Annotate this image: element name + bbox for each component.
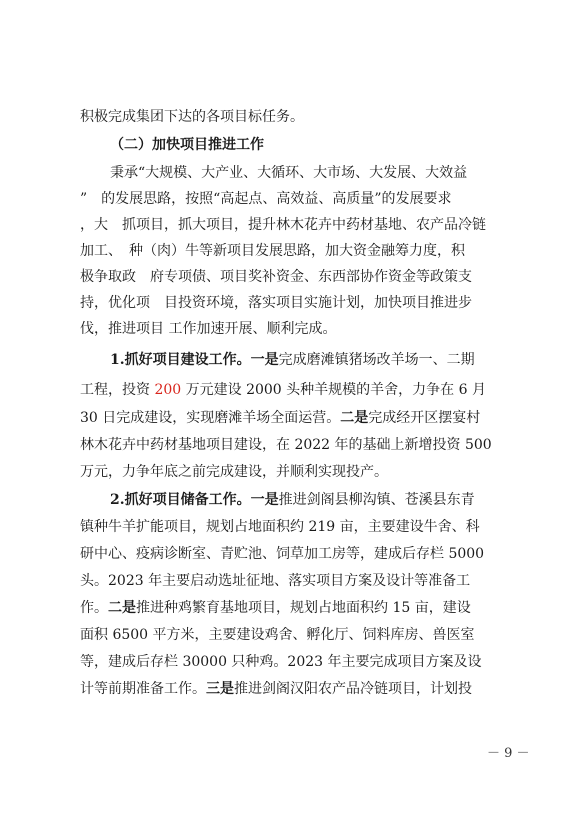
text-line bbox=[80, 598, 500, 618]
subheading-line bbox=[110, 490, 530, 510]
subheading-line bbox=[110, 350, 530, 370]
bold-text-run: 2.抓好项目储备工作。 bbox=[110, 492, 251, 508]
text-run: 伐，推进项目 工作加速开展、顺利完成。 bbox=[80, 321, 337, 337]
text-run: 作。 bbox=[80, 600, 108, 616]
bold-text-run: 1.抓好项目建设工作。 bbox=[110, 352, 251, 368]
bold-text-run: 三是 bbox=[206, 681, 234, 697]
text-run: 推进剑阁汉阳农产品冷链项目，计划投 bbox=[234, 681, 472, 697]
text-line bbox=[80, 544, 500, 564]
text-run: 加工、 种（肉）牛等新项目发展思路，加大资金融筹力度，积 bbox=[80, 243, 465, 259]
text-line bbox=[80, 517, 500, 537]
bold-text-run: 一是 bbox=[250, 492, 279, 508]
text-line bbox=[110, 163, 530, 183]
text-run: 万元建设 2000 头种羊规模的羊舍，力争在 6 月 bbox=[181, 382, 486, 398]
text-line bbox=[80, 625, 500, 645]
text-run: 积极完成集团下达的各项目标任务。 bbox=[80, 109, 304, 125]
highlighted-number: 200 bbox=[154, 382, 182, 398]
text-line bbox=[80, 319, 500, 339]
text-run: 推进种鸡繁育基地项目，规划占地面积约 15 亩，建设 bbox=[136, 600, 471, 616]
text-line bbox=[80, 435, 500, 455]
text-run: 完成磨滩镇猪场改羊场一、二期 bbox=[278, 352, 475, 368]
text-run: 研中心、疫病诊断室、青贮池、饲草加工房等，建成后存栏 5000 bbox=[80, 546, 485, 562]
text-run: 秉承“大规模、大产业、大循环、大市场、大发展、大效益 bbox=[110, 165, 468, 181]
text-line bbox=[80, 293, 500, 313]
page-number: － 9 － bbox=[487, 746, 530, 761]
bold-text-run: 二是 bbox=[108, 600, 136, 616]
text-run: 工程，投资 bbox=[80, 382, 155, 398]
text-run: 面积 6500 平方米，主要建设鸡舍、孵化厅、饲料库房、兽医室 bbox=[80, 627, 475, 643]
text-run: 持，优化项 目投资环境，落实项目实施计划，加快项目推进步 bbox=[80, 295, 472, 311]
text-run: 镇种牛羊扩能项目，规划占地面积约 219 亩，主要建设牛舍、科 bbox=[80, 519, 480, 535]
text-line bbox=[80, 215, 500, 235]
text-line bbox=[80, 652, 500, 672]
text-line bbox=[80, 189, 500, 209]
text-run: 推进剑阁县柳沟镇、苍溪县东青 bbox=[278, 492, 475, 508]
text-line bbox=[80, 679, 500, 699]
text-line bbox=[80, 107, 500, 127]
text-run: 万元，力争年底之前完成建设，并顺利实现投产。 bbox=[80, 464, 388, 480]
text-line bbox=[80, 571, 500, 591]
text-run: ” 的发展思路，按照“高起点、高效益、高质量”的发展要求 bbox=[80, 191, 452, 207]
text-line bbox=[80, 241, 500, 261]
section-heading bbox=[110, 135, 530, 155]
bold-text-run: （二）加快项目推进工作 bbox=[110, 137, 264, 153]
text-line bbox=[80, 408, 500, 428]
text-line bbox=[80, 267, 500, 287]
bold-text-run: 一是 bbox=[250, 352, 279, 368]
text-line bbox=[80, 380, 500, 400]
text-run: 等，建成后存栏 30000 只种鸡。2023 年主要完成项目方案及设 bbox=[80, 654, 482, 670]
bold-text-run: 二是 bbox=[340, 410, 369, 426]
text-run: 极争取政 府专项债、项目奖补资金、东西部协作资金等政策支 bbox=[80, 269, 472, 285]
text-run: 计等前期准备工作。 bbox=[80, 681, 206, 697]
text-line bbox=[80, 462, 500, 482]
text-run: 完成经开区摆宴村 bbox=[368, 410, 481, 426]
text-run: 30 日完成建设，实现磨滩羊场全面运营。 bbox=[80, 410, 341, 426]
text-run: ，大 抓项目，抓大项目，提升林木花卉中药材基地、农产品冷链 bbox=[80, 217, 486, 233]
text-run: 头。2023 年主要启动选址征地、落实项目方案及设计等准备工 bbox=[80, 573, 471, 589]
text-run: 林木花卉中药材基地项目建设，在 2022 年的基础上新增投资 500 bbox=[80, 437, 492, 453]
